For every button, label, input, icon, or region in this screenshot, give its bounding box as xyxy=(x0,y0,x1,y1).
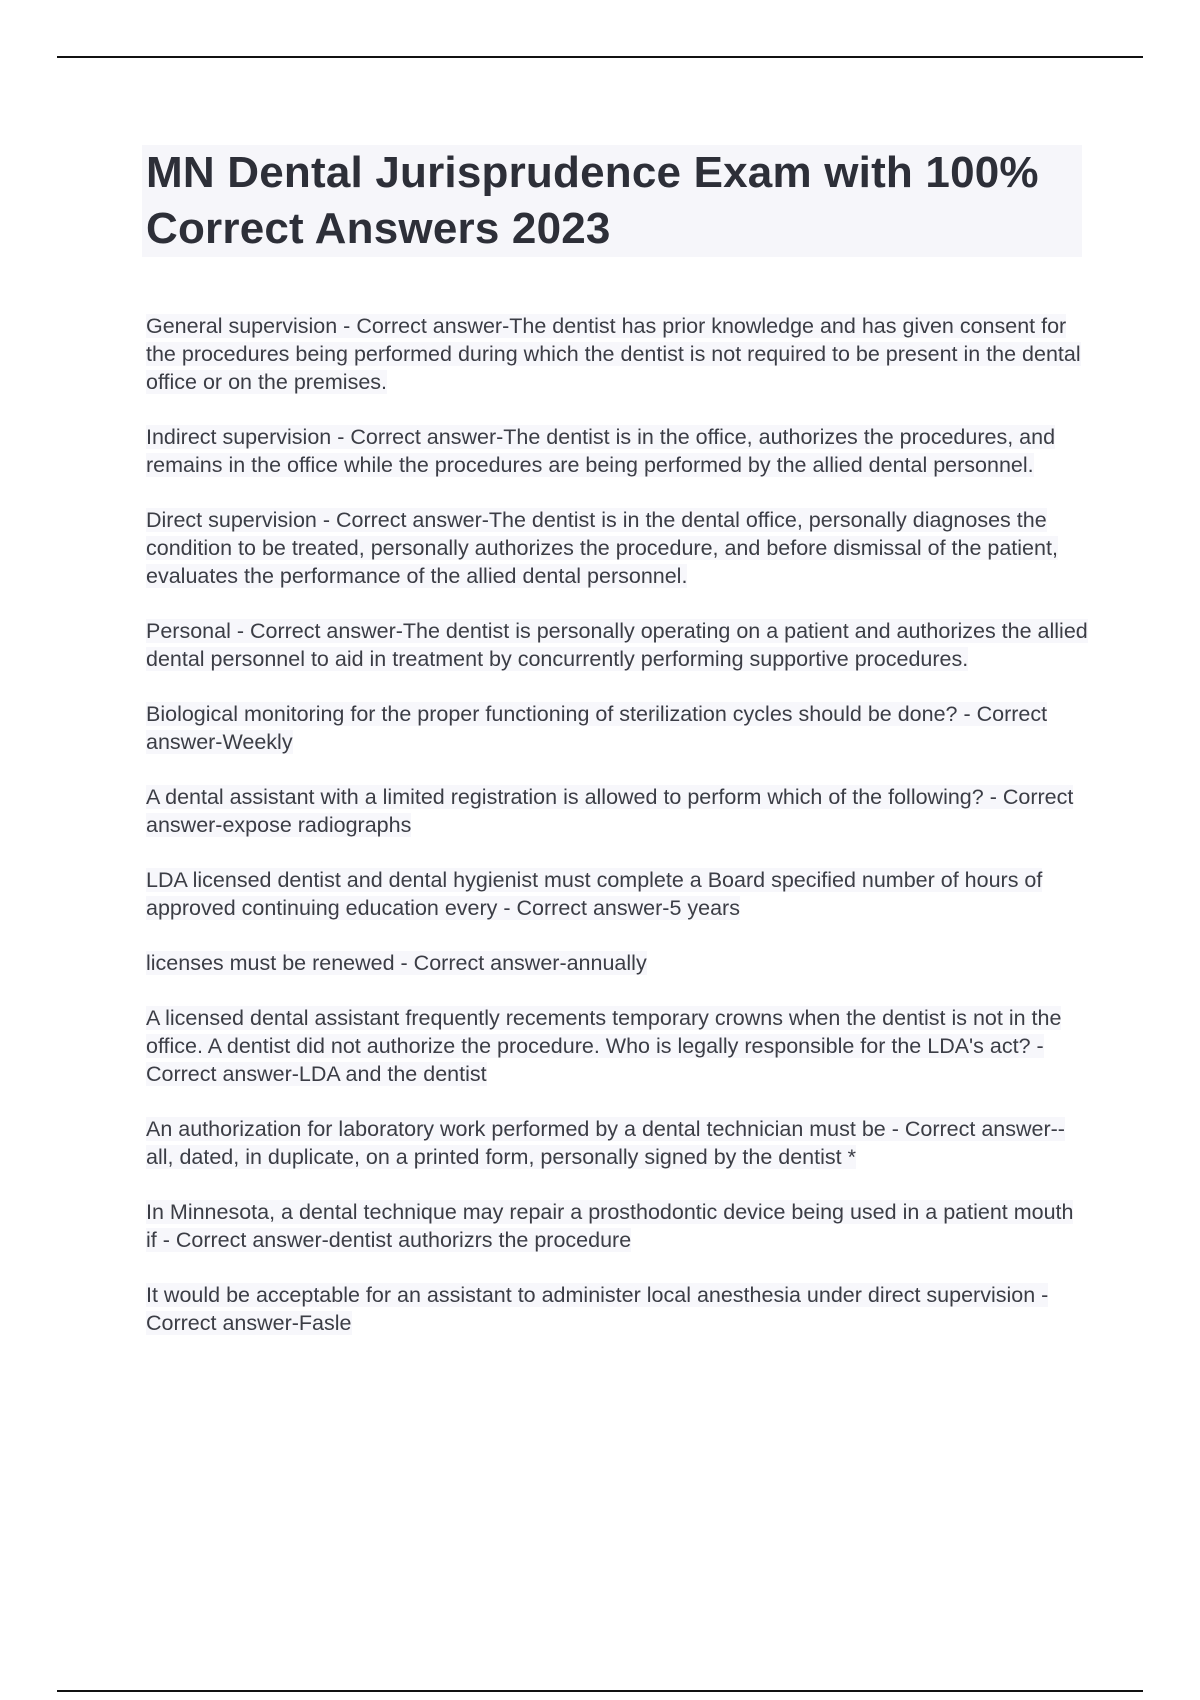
qa-text: Direct supervision - Correct answer-The dentist is in the dental office, personally diagnoses the condition to be treated, personally authorizes the procedure, and before dismissal of the patient, evaluates the performance of the allied dental personnel. xyxy=(146,508,1058,588)
qa-item xyxy=(142,866,1092,922)
qa-text: Biological monitoring for the proper functioning of sterilization cycles should be done? - Correct answer-Weekly xyxy=(146,702,1048,754)
qa-text: A dental assistant with a limited registration is allowed to perform which of the following? - Correct answer-expose radiographs xyxy=(146,785,1074,837)
title-block xyxy=(142,145,1082,257)
qa-item xyxy=(142,312,1092,396)
qa-item xyxy=(142,1198,1092,1254)
qa-text: In Minnesota, a dental technique may repair a prosthodontic device being used in a patient mouth if - Correct answer-dentist authorizrs the procedure xyxy=(146,1200,1074,1252)
qa-text: Indirect supervision - Correct answer-The dentist is in the office, authorizes the procedures, and remains in the office while the procedures are being performed by the allied dental personnel. xyxy=(146,425,1056,477)
page-title: MN Dental Jurisprudence Exam with 100% Correct Answers 2023 xyxy=(146,148,1039,253)
qa-text: General supervision - Correct answer-The dentist has prior knowledge and has given consent for the procedures being performed during which the dentist is not required to be present in the dental office or on the premises. xyxy=(146,314,1081,394)
qa-text: licenses must be renewed - Correct answer-annually xyxy=(146,951,647,975)
qa-item xyxy=(142,700,1092,756)
qa-item xyxy=(142,1004,1092,1088)
qa-item xyxy=(142,1281,1092,1337)
qa-item xyxy=(142,1115,1092,1171)
qa-item xyxy=(142,617,1092,673)
qa-text: LDA licensed dentist and dental hygienist must complete a Board specified number of hours of approved continuing education every - Correct answer-5 years xyxy=(146,868,1043,920)
qa-list xyxy=(142,312,1092,1364)
qa-item xyxy=(142,949,1092,977)
qa-text: It would be acceptable for an assistant to administer local anesthesia under direct supervision - Correct answer-Fasle xyxy=(146,1283,1049,1335)
bottom-rule xyxy=(57,1690,1143,1692)
qa-text: Personal - Correct answer-The dentist is personally operating on a patient and authorizes the allied dental personnel to aid in treatment by concurrently performing supportive procedures. xyxy=(146,619,1088,671)
qa-item xyxy=(142,783,1092,839)
qa-item xyxy=(142,506,1092,590)
qa-text: An authorization for laboratory work performed by a dental technician must be - Correct answer--all, dated, in duplicate, on a printed form, personally signed by the dentist * xyxy=(146,1117,1065,1169)
qa-text: A licensed dental assistant frequently recements temporary crowns when the dentist is not in the office. A dentist did not authorize the procedure. Who is legally responsible for the LDA's act? - Correct answer-LDA and the dentist xyxy=(146,1006,1062,1086)
top-rule xyxy=(57,56,1143,58)
qa-item xyxy=(142,423,1092,479)
